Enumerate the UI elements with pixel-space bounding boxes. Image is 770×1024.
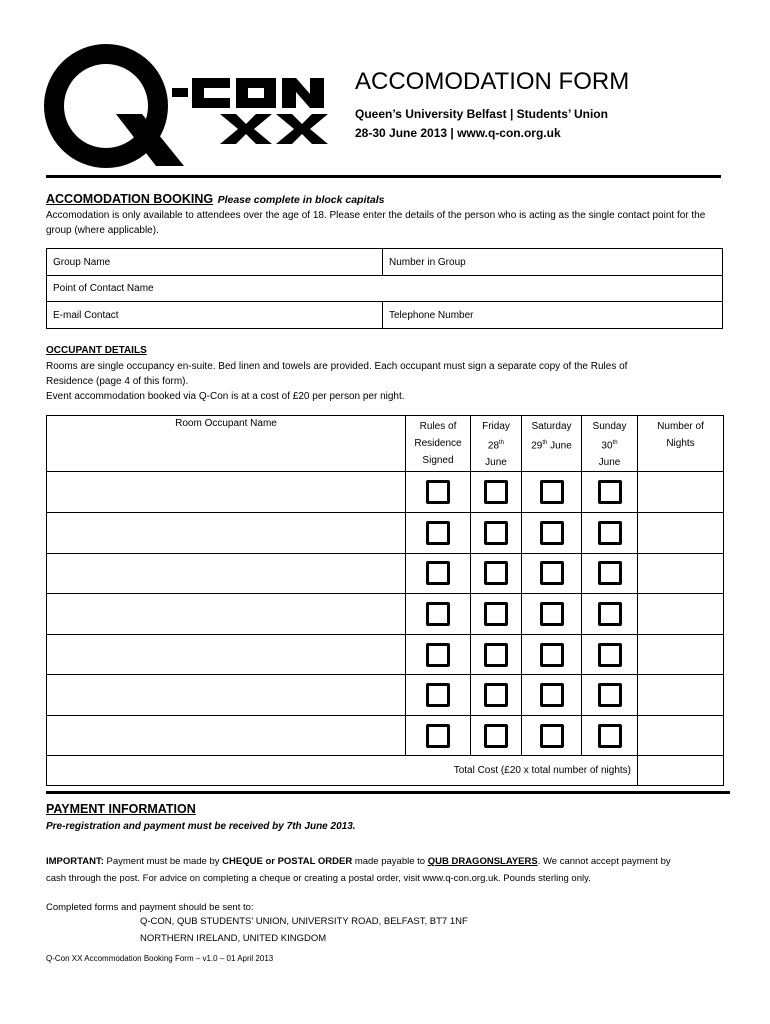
cell-rules-signed <box>406 715 471 756</box>
total-cost-field[interactable] <box>638 756 724 786</box>
col-sunday-date <box>582 435 637 454</box>
number-in-group-label: Number in Group <box>389 256 466 268</box>
cell-sunday <box>582 715 638 756</box>
cell-friday <box>471 715 522 756</box>
important-label: IMPORTANT: <box>46 856 104 867</box>
point-of-contact-field[interactable] <box>47 276 723 302</box>
group-name-label: Group Name <box>53 256 111 268</box>
cell-saturday <box>522 512 582 553</box>
sunday-checkbox[interactable] <box>598 561 622 585</box>
send-to: Completed forms and payment should be sent to: <box>46 902 254 913</box>
cell-saturday <box>522 594 582 635</box>
cell-sunday <box>582 512 638 553</box>
subtitle-university: Queen’s University Belfast | Students’ Union <box>355 107 608 121</box>
occupant-row <box>47 512 724 553</box>
col-sunday-line-1: Sunday <box>592 421 627 432</box>
cell-rules-signed <box>406 553 471 594</box>
cell-rules-signed <box>406 472 471 513</box>
cheque-text: CHEQUE or POSTAL ORDER <box>222 856 353 867</box>
col-rules-line-1: Rules of <box>419 421 457 432</box>
col-saturday-date <box>522 435 581 454</box>
occupant-table <box>46 415 724 786</box>
col-friday <box>471 416 522 472</box>
important-text-1: Payment must be made by <box>103 856 223 867</box>
sunday-checkbox[interactable] <box>598 643 622 667</box>
col-occupant-name-label: Room Occupant Name <box>175 418 277 429</box>
friday-checkbox[interactable] <box>484 561 508 585</box>
saturday-checkbox[interactable] <box>540 683 564 707</box>
col-friday-day: 28 <box>487 440 500 452</box>
cell-sunday <box>582 472 638 513</box>
occupant-line-1: Rooms are single occupancy en-suite. Bed linen and towels are provided. Each occupant must sign a separate copy of the Rules of <box>46 361 628 372</box>
col-sunday-line-3: June <box>598 457 621 469</box>
nights-field[interactable] <box>638 594 724 635</box>
cell-friday <box>471 675 522 716</box>
sunday-checkbox[interactable] <box>598 602 622 626</box>
nights-field[interactable] <box>638 675 724 716</box>
friday-checkbox[interactable] <box>484 683 508 707</box>
col-nights <box>638 416 724 472</box>
col-sunday-sup: th <box>612 440 618 446</box>
nights-field[interactable] <box>638 512 724 553</box>
booking-heading: ACCOMODATION BOOKING <box>46 192 214 206</box>
cell-saturday <box>522 553 582 594</box>
saturday-checkbox[interactable] <box>540 643 564 667</box>
rules-signed-checkbox[interactable] <box>426 643 450 667</box>
payment-heading: PAYMENT INFORMATION <box>46 802 196 816</box>
friday-checkbox[interactable] <box>484 521 508 545</box>
occupant-row <box>47 675 724 716</box>
total-cost-label: Total Cost (£20 x total number of nights) <box>47 756 638 786</box>
col-saturday <box>522 416 582 472</box>
sunday-checkbox[interactable] <box>598 724 622 748</box>
payment-deadline: Pre-registration and payment must be received by 7th June 2013. <box>46 821 356 832</box>
telephone-label: Telephone Number <box>389 309 474 321</box>
cell-saturday <box>522 715 582 756</box>
occupant-heading: OCCUPANT DETAILS <box>46 345 147 356</box>
email-label: E-mail Contact <box>53 309 119 321</box>
nights-field[interactable] <box>638 472 724 513</box>
occupant-row <box>47 634 724 675</box>
occupant-row <box>47 715 724 756</box>
occupant-name-field[interactable] <box>47 675 406 716</box>
cell-rules-signed <box>406 512 471 553</box>
payment-important <box>46 853 730 887</box>
rules-signed-checkbox[interactable] <box>426 521 450 545</box>
col-sunday <box>582 416 638 472</box>
col-rules-signed <box>406 416 471 472</box>
occupant-line-2: Residence (page 4 of this form). <box>46 376 189 387</box>
telephone-field[interactable] <box>383 302 723 329</box>
col-nights-line-2: Nights <box>666 438 695 449</box>
occupant-row <box>47 553 724 594</box>
nights-field[interactable] <box>638 553 724 594</box>
occupant-name-field[interactable] <box>47 512 406 553</box>
important-text-2: made payable to <box>352 856 428 867</box>
col-nights-line-1: Number of <box>657 421 704 432</box>
occupant-name-field[interactable] <box>47 634 406 675</box>
col-sunday-day: 30 <box>601 440 613 452</box>
friday-checkbox[interactable] <box>484 724 508 748</box>
important-text-3: . We cannot accept payment by <box>537 856 671 867</box>
saturday-checkbox[interactable] <box>540 480 564 504</box>
address-line-1: Q-CON, QUB STUDENTS’ UNION, UNIVERSITY ROAD, BELFAST, BT7 1NF <box>140 916 468 927</box>
occupant-row <box>47 594 724 635</box>
cell-sunday <box>582 634 638 675</box>
rules-signed-checkbox[interactable] <box>426 480 450 504</box>
contact-table <box>46 248 723 329</box>
cell-friday <box>471 553 522 594</box>
point-of-contact-label: Point of Contact Name <box>53 283 154 294</box>
friday-checkbox[interactable] <box>484 643 508 667</box>
nights-field[interactable] <box>638 634 724 675</box>
saturday-checkbox[interactable] <box>540 521 564 545</box>
occupant-name-field[interactable] <box>47 472 406 513</box>
subtitle-dates: 28-30 June 2013 | www.q-con.org.uk <box>355 126 561 140</box>
cell-saturday <box>522 472 582 513</box>
important-text-4: cash through the post. For advice on completing a cheque or creating a postal order, visit www.q-con.org.uk. Pounds sterling only. <box>46 873 591 884</box>
saturday-checkbox[interactable] <box>540 602 564 626</box>
col-rules-line-3: Signed <box>422 455 454 466</box>
col-saturday-sup: th <box>542 440 548 446</box>
cell-friday <box>471 472 522 513</box>
col-friday-sup: th <box>499 440 505 446</box>
cell-saturday <box>522 634 582 675</box>
occupant-line-3: Event accommodation booked via Q-Con is at a cost of £20 per person per night. <box>46 391 405 402</box>
col-friday-line-1: Friday <box>482 421 510 432</box>
payee-text: QUB DRAGONSLAYERS <box>427 856 538 867</box>
col-saturday-day: 29 <box>531 440 543 452</box>
booking-instruction: Please complete in block capitals <box>217 194 385 206</box>
occupant-name-field[interactable] <box>47 715 406 756</box>
col-friday-date <box>471 435 521 454</box>
cell-rules-signed <box>406 634 471 675</box>
rules-signed-checkbox[interactable] <box>426 724 450 748</box>
occupant-rows <box>47 472 724 756</box>
col-occupant-name <box>47 416 406 472</box>
friday-checkbox[interactable] <box>484 480 508 504</box>
saturday-checkbox[interactable] <box>540 724 564 748</box>
group-name-field[interactable] <box>47 249 383 276</box>
col-rules-line-2: Residence <box>414 438 462 449</box>
occupant-name-field[interactable] <box>47 553 406 594</box>
cell-sunday <box>582 594 638 635</box>
footer-version: Q-Con XX Accommodation Booking Form – v1.0 – 01 April 2013 <box>46 954 274 963</box>
cell-friday <box>471 512 522 553</box>
rules-signed-checkbox[interactable] <box>426 561 450 585</box>
col-friday-line-3: June <box>485 457 507 469</box>
address-line-2: NORTHERN IRELAND, UNITED KINGDOM <box>140 933 327 944</box>
cell-rules-signed <box>406 594 471 635</box>
number-in-group-field[interactable] <box>383 249 723 276</box>
rules-signed-checkbox[interactable] <box>426 602 450 626</box>
occupant-row <box>47 472 724 513</box>
sunday-checkbox[interactable] <box>598 683 622 707</box>
sunday-checkbox[interactable] <box>598 480 622 504</box>
cell-saturday <box>522 675 582 716</box>
saturday-checkbox[interactable] <box>540 561 564 585</box>
booking-intro: Accomodation is only available to attendees over the age of 18. Please enter the details of the person who is acting as the single contact point for the group (where applicable). <box>46 210 706 236</box>
friday-checkbox[interactable] <box>484 602 508 626</box>
cell-rules-signed <box>406 675 471 716</box>
nights-field[interactable] <box>638 715 724 756</box>
cell-sunday <box>582 675 638 716</box>
cell-friday <box>471 594 522 635</box>
payment-divider <box>46 791 730 794</box>
email-field[interactable] <box>47 302 383 329</box>
sunday-checkbox[interactable] <box>598 521 622 545</box>
q-con-logo <box>44 44 344 174</box>
form-title: ACCOMODATION FORM <box>355 68 630 95</box>
rules-signed-checkbox[interactable] <box>426 683 450 707</box>
col-saturday-month: June <box>547 440 572 452</box>
booking-heading-row <box>46 190 384 208</box>
col-saturday-line-1: Saturday <box>531 421 572 432</box>
header-divider <box>46 175 721 178</box>
occupant-name-field[interactable] <box>47 594 406 635</box>
cell-sunday <box>582 553 638 594</box>
cell-friday <box>471 634 522 675</box>
